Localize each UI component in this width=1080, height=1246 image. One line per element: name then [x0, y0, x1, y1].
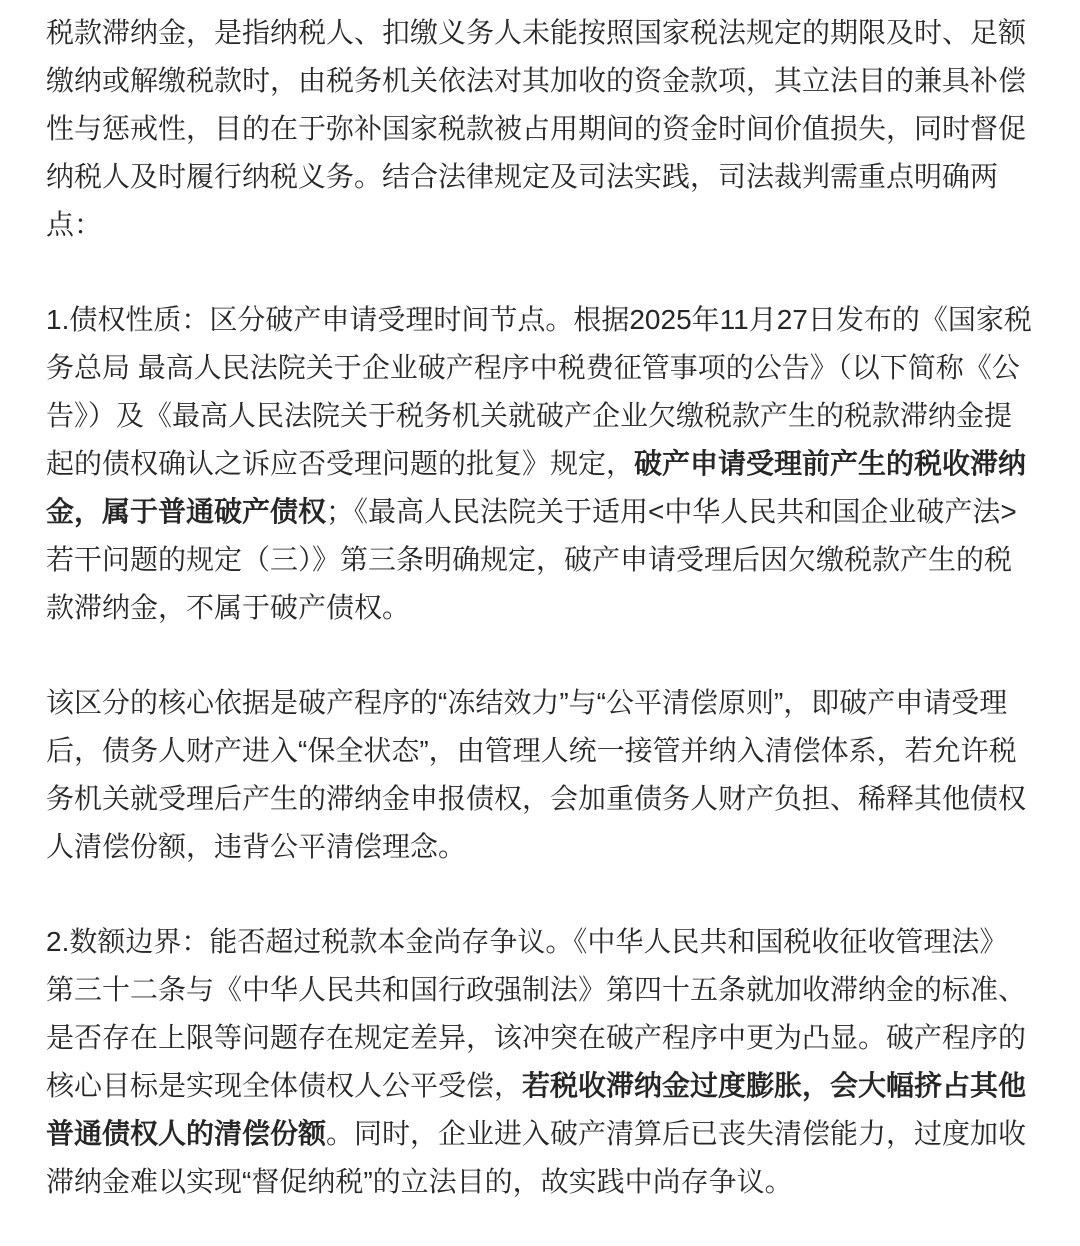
text-run: 。同时，企业进入破产清算后已丧失清偿能力，过度加收滞纳金难以实现“督促纳税”的立法目的，故实践中尚存争议。 — [46, 1118, 1027, 1197]
paragraph-point-1-claim-nature — [46, 296, 1034, 632]
emphasis-text-run: 若税收滞纳金过度膨胀，会大幅挤占其他普通债权人的清偿份额 — [46, 1070, 1027, 1149]
text-run: 该区分的核心依据是破产程序的“冻结效力”与“公平清偿原则”，即破产申请受理后，债务人财产进入“保全状态”，由管理人统一接管并纳入清偿体系，若允许税务机关就受理后产生的滞纳金申报债权，会加重债务人财产负担、稀释其他债权人清偿份额，违背公平清偿理念。 — [46, 687, 1027, 862]
text-run: ；《最高人民法院关于适用<中华人民共和国企业破产法>若干问题的规定（三）》第三条明确规定，破产申请受理后因欠缴税款产生的税款滞纳金，不属于破产债权。 — [46, 496, 1017, 623]
paragraph-intro-definition — [46, 9, 1034, 249]
text-run: 1.债权性质：区分破产申请受理时间节点。根据2025年11月27日发布的《国家税务总局 最高人民法院关于企业破产程序中税费征管事项的公告》（以下简称《公告》）及《最高人民法院关于税务机关就破产企业欠缴税款产生的税款滞纳金提起的债权确认之诉应否受理问题的批复》规定， — [46, 304, 1032, 479]
paragraph-rationale-freeze-effect — [46, 679, 1034, 871]
emphasis-text-run: 破产申请受理前产生的税收滞纳金，属于普通破产债权 — [46, 448, 1027, 527]
document-body — [46, 9, 1034, 1206]
text-run: 2.数额边界：能否超过税款本金尚存争议。《中华人民共和国税收征收管理法》第三十二条与《中华人民共和国行政强制法》第四十五条就加收滞纳金的标准、是否存在上限等问题存在规定差异，该冲突在破产程序中更为凸显。破产程序的核心目标是实现全体债权人公平受偿， — [46, 926, 1027, 1101]
text-run: 税款滞纳金，是指纳税人、扣缴义务人未能按照国家税法规定的期限及时、足额缴纳或解缴税款时，由税务机关依法对其加收的资金款项，其立法目的兼具补偿性与惩戒性，目的在于弥补国家税款被占用期间的资金时间价值损失，同时督促纳税人及时履行纳税义务。结合法律规定及司法实践，司法裁判需重点明确两点： — [46, 17, 1027, 240]
paragraph-point-2-amount-boundary — [46, 918, 1034, 1206]
